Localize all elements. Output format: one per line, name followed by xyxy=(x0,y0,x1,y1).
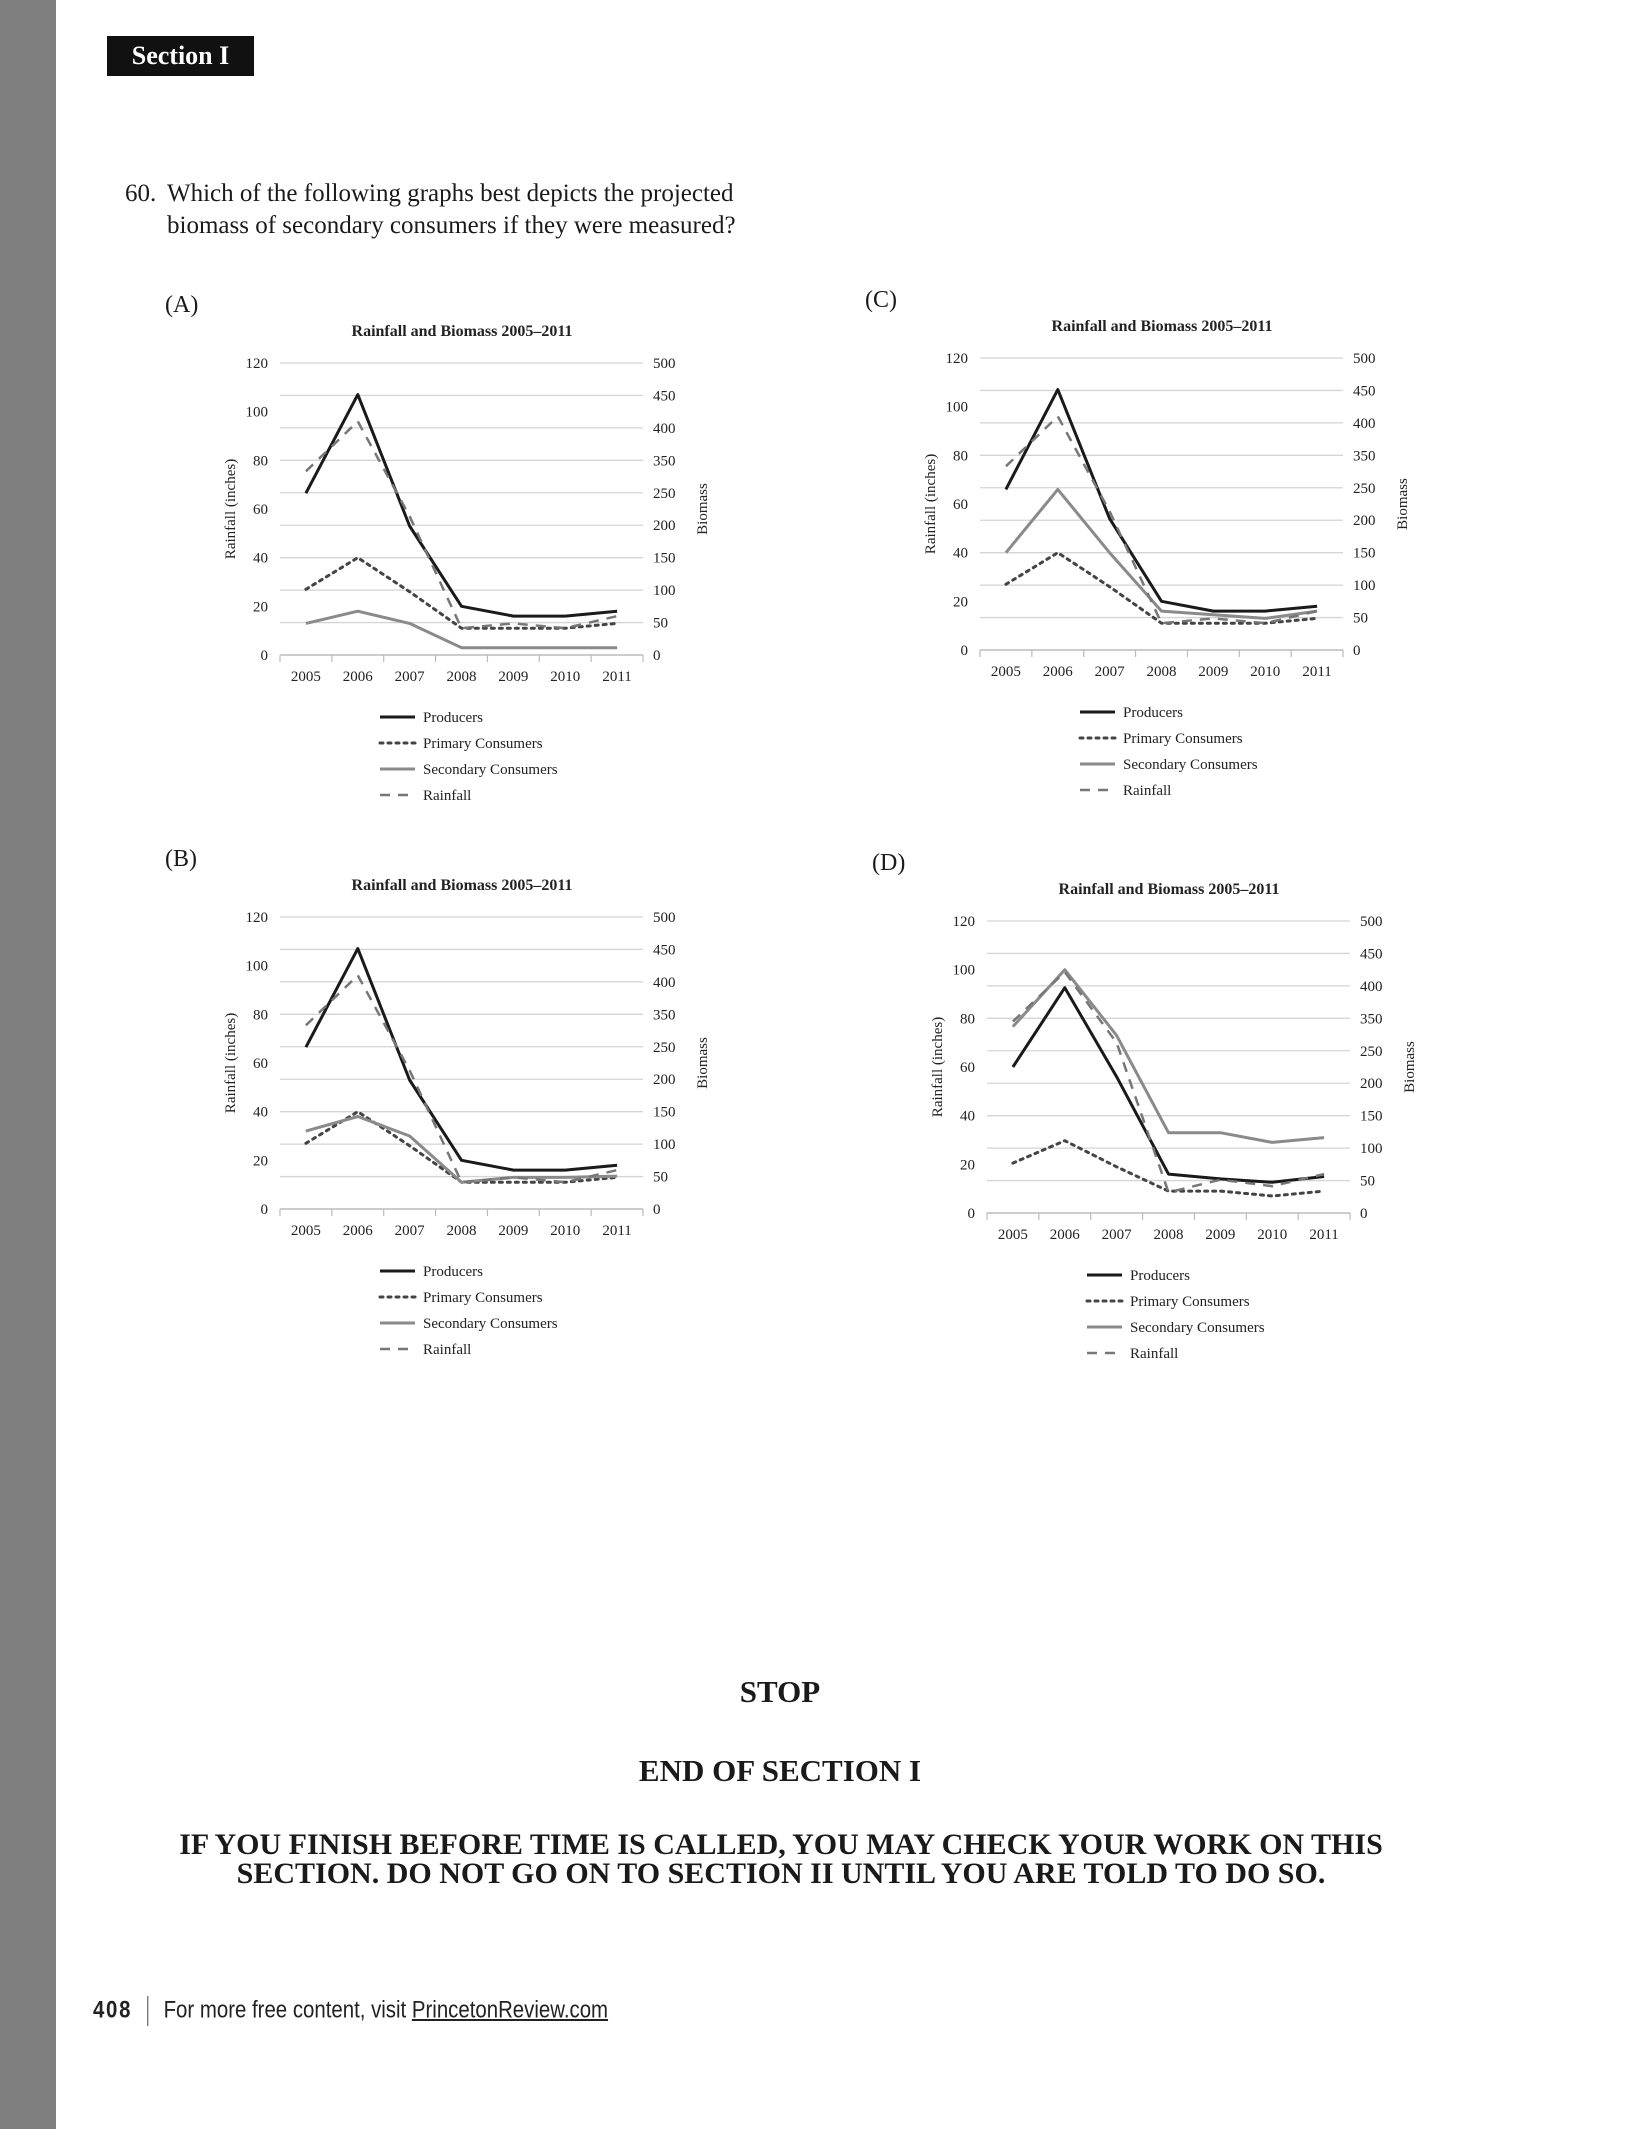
x-tick-label: 2010 xyxy=(1250,664,1281,680)
y2-tick-label: 250 xyxy=(1360,1043,1383,1060)
x-tick-label: 2005 xyxy=(990,664,1021,680)
y-tick-label: 0 xyxy=(260,648,268,664)
series-line-rainfall xyxy=(1013,972,1324,1192)
y-tick-label: 60 xyxy=(960,1060,975,1076)
series-line-primary-consumers xyxy=(1006,553,1317,624)
y2-tick-label: 200 xyxy=(1360,1076,1383,1093)
y2-tick-label: 250 xyxy=(653,485,676,502)
question-60 xyxy=(125,178,736,242)
y2-tick-label: 100 xyxy=(653,583,676,600)
x-tick-label: 2011 xyxy=(1309,1227,1339,1243)
legend-label: Secondary Consumers xyxy=(1123,757,1258,773)
series-line-primary-consumers xyxy=(1013,1141,1324,1196)
question-text-line2: biomass of secondary consumers if they were measured? xyxy=(167,212,736,239)
y-tick-label: 100 xyxy=(952,962,975,979)
x-tick-label: 2007 xyxy=(1101,1227,1132,1243)
x-tick-label: 2005 xyxy=(290,1223,321,1239)
y2-tick-label: 450 xyxy=(653,942,676,959)
y2-tick-label: 500 xyxy=(1360,914,1383,930)
legend-label: Secondary Consumers xyxy=(1130,1320,1265,1336)
y-tick-label: 20 xyxy=(253,599,268,616)
y-axis-label: Rainfall (inches) xyxy=(930,1016,946,1118)
legend-label: Producers xyxy=(1123,705,1183,721)
footer-link[interactable]: PrincetonReview.com xyxy=(411,1996,609,2024)
x-tick-label: 2007 xyxy=(394,1223,425,1239)
option-label-a: (A) xyxy=(165,292,199,318)
legend-label: Rainfall xyxy=(1123,783,1172,799)
series-line-primary-consumers xyxy=(306,558,617,629)
chart-option-b xyxy=(165,846,800,1374)
x-tick-label: 2009 xyxy=(1205,1227,1236,1243)
y2-tick-label: 0 xyxy=(1360,1206,1368,1222)
y2-tick-label: 400 xyxy=(653,974,676,991)
x-tick-label: 2006 xyxy=(342,669,373,685)
x-tick-label: 2010 xyxy=(550,1223,581,1239)
finish-line1: IF YOU FINISH BEFORE TIME IS CALLED, YOU MAY CHECK YOUR WORK ON THIS xyxy=(179,1828,1383,1861)
y2-tick-label: 350 xyxy=(653,1007,676,1024)
y-tick-label: 80 xyxy=(253,1007,268,1024)
legend-label: Producers xyxy=(423,1264,483,1280)
finish-instructions xyxy=(96,1830,1466,1888)
legend-label: Producers xyxy=(1130,1268,1190,1284)
section-tab: Section I xyxy=(107,36,254,76)
chart-svg xyxy=(200,854,800,1374)
y2-tick-label: 450 xyxy=(653,388,676,405)
y-tick-label: 80 xyxy=(960,1011,975,1028)
y2-tick-label: 50 xyxy=(653,615,668,632)
y2-tick-label: 0 xyxy=(1353,643,1361,659)
legend-label: Primary Consumers xyxy=(1130,1294,1250,1310)
y-tick-label: 40 xyxy=(953,545,968,562)
x-tick-label: 2008 xyxy=(1146,664,1177,680)
y2-tick-label: 150 xyxy=(653,550,676,567)
x-tick-label: 2009 xyxy=(1198,664,1229,680)
footer-text: For more free content, visit xyxy=(163,1996,412,2024)
y-tick-label: 20 xyxy=(953,594,968,611)
y2-tick-label: 450 xyxy=(1360,946,1383,963)
y2-tick-label: 250 xyxy=(1353,480,1376,497)
y-axis-label: Rainfall (inches) xyxy=(923,453,939,555)
y-tick-label: 20 xyxy=(253,1153,268,1170)
y2-tick-label: 500 xyxy=(1353,351,1376,367)
legend-label: Secondary Consumers xyxy=(423,762,558,778)
x-tick-label: 2010 xyxy=(1257,1227,1288,1243)
chart-option-c xyxy=(865,287,1500,815)
y-tick-label: 120 xyxy=(952,914,975,930)
legend-label: Primary Consumers xyxy=(423,736,543,752)
y2-tick-label: 50 xyxy=(1353,610,1368,627)
y2-tick-label: 200 xyxy=(653,518,676,535)
y2-tick-label: 0 xyxy=(653,648,661,664)
legend-label: Secondary Consumers xyxy=(423,1316,558,1332)
x-tick-label: 2006 xyxy=(342,1223,373,1239)
chart-svg xyxy=(907,858,1507,1378)
legend-label: Rainfall xyxy=(423,788,472,804)
chart-title: Rainfall and Biomass 2005–2011 xyxy=(351,323,573,340)
y2-tick-label: 450 xyxy=(1353,383,1376,400)
series-line-producers xyxy=(1013,988,1324,1183)
x-tick-label: 2009 xyxy=(498,669,529,685)
x-tick-label: 2005 xyxy=(290,669,321,685)
y2-tick-label: 150 xyxy=(1360,1108,1383,1125)
y2-tick-label: 50 xyxy=(653,1169,668,1186)
x-tick-label: 2010 xyxy=(550,669,581,685)
page-side-bar xyxy=(0,0,56,2129)
legend-label: Primary Consumers xyxy=(423,1290,543,1306)
x-tick-label: 2008 xyxy=(446,1223,477,1239)
x-tick-label: 2011 xyxy=(602,669,632,685)
y-tick-label: 0 xyxy=(967,1206,975,1222)
y2-tick-label: 150 xyxy=(1353,545,1376,562)
y2-tick-label: 100 xyxy=(1360,1141,1383,1158)
page-number: 408 xyxy=(93,1996,133,2024)
chart-svg xyxy=(900,295,1500,815)
x-tick-label: 2007 xyxy=(1094,664,1125,680)
y2-tick-label: 350 xyxy=(1360,1011,1383,1028)
y2-axis-label: Biomass xyxy=(1402,1041,1418,1093)
y2-tick-label: 350 xyxy=(1353,448,1376,465)
x-tick-label: 2007 xyxy=(394,669,425,685)
y2-tick-label: 350 xyxy=(653,453,676,470)
chart-option-a xyxy=(165,292,800,820)
series-line-secondary-consumers xyxy=(306,1117,617,1183)
y-tick-label: 100 xyxy=(245,958,268,975)
option-label-c: (C) xyxy=(865,287,897,313)
y-tick-label: 40 xyxy=(253,550,268,567)
y-axis-label: Rainfall (inches) xyxy=(223,458,239,560)
x-tick-label: 2006 xyxy=(1049,1227,1080,1243)
stop-heading xyxy=(0,1674,1640,1710)
chart-svg xyxy=(200,300,800,820)
end-of-section-heading xyxy=(0,1753,1640,1789)
stop-text: STOP xyxy=(739,1674,821,1709)
legend-label: Producers xyxy=(423,710,483,726)
y2-tick-label: 500 xyxy=(653,356,676,372)
chart-option-d xyxy=(872,850,1507,1378)
y-tick-label: 0 xyxy=(260,1202,268,1218)
option-label-d: (D) xyxy=(872,850,906,876)
x-tick-label: 2011 xyxy=(1302,664,1332,680)
y-tick-label: 60 xyxy=(253,502,268,518)
end-text: END OF SECTION I xyxy=(638,1753,922,1788)
y2-tick-label: 200 xyxy=(1353,513,1376,530)
y-tick-label: 80 xyxy=(953,448,968,465)
y2-axis-label: Biomass xyxy=(695,1037,711,1089)
page-footer xyxy=(93,1996,608,2026)
series-line-primary-consumers xyxy=(306,1112,617,1183)
y-tick-label: 120 xyxy=(245,356,268,372)
x-tick-label: 2009 xyxy=(498,1223,529,1239)
x-tick-label: 2005 xyxy=(997,1227,1028,1243)
chart-title: Rainfall and Biomass 2005–2011 xyxy=(1051,318,1273,335)
x-tick-label: 2008 xyxy=(446,669,477,685)
y-tick-label: 80 xyxy=(253,453,268,470)
y2-tick-label: 100 xyxy=(1353,578,1376,595)
y-tick-label: 60 xyxy=(253,1056,268,1072)
question-text-line1: Which of the following graphs best depicts the projected xyxy=(167,180,734,207)
y2-tick-label: 100 xyxy=(653,1137,676,1154)
y2-tick-label: 400 xyxy=(1353,415,1376,432)
chart-title: Rainfall and Biomass 2005–2011 xyxy=(351,877,573,894)
y2-axis-label: Biomass xyxy=(695,483,711,535)
legend-label: Rainfall xyxy=(423,1342,472,1358)
y-axis-label: Rainfall (inches) xyxy=(223,1012,239,1114)
y-tick-label: 100 xyxy=(245,404,268,421)
y2-tick-label: 500 xyxy=(653,910,676,926)
y-tick-label: 20 xyxy=(960,1157,975,1174)
y2-axis-label: Biomass xyxy=(1395,478,1411,530)
y2-tick-label: 250 xyxy=(653,1039,676,1056)
y-tick-label: 0 xyxy=(960,643,968,659)
y2-tick-label: 0 xyxy=(653,1202,661,1218)
finish-line2: SECTION. DO NOT GO ON TO SECTION II UNTIL YOU ARE TOLD TO DO SO. xyxy=(236,1857,1326,1890)
x-tick-label: 2006 xyxy=(1042,664,1073,680)
y-tick-label: 120 xyxy=(245,910,268,926)
x-tick-label: 2008 xyxy=(1153,1227,1184,1243)
footer-divider xyxy=(147,1996,148,2026)
legend-label: Primary Consumers xyxy=(1123,731,1243,747)
y-tick-label: 60 xyxy=(953,497,968,513)
y2-tick-label: 200 xyxy=(653,1072,676,1089)
y-tick-label: 40 xyxy=(960,1108,975,1125)
y2-tick-label: 150 xyxy=(653,1104,676,1121)
legend-label: Rainfall xyxy=(1130,1346,1179,1362)
x-tick-label: 2011 xyxy=(602,1223,632,1239)
y2-tick-label: 50 xyxy=(1360,1173,1375,1190)
y-tick-label: 40 xyxy=(253,1104,268,1121)
y-tick-label: 100 xyxy=(945,399,968,416)
option-label-b: (B) xyxy=(165,846,197,872)
y-tick-label: 120 xyxy=(945,351,968,367)
y2-tick-label: 400 xyxy=(1360,978,1383,995)
chart-title: Rainfall and Biomass 2005–2011 xyxy=(1058,881,1280,898)
y2-tick-label: 400 xyxy=(653,420,676,437)
question-number: 60. xyxy=(125,180,157,207)
